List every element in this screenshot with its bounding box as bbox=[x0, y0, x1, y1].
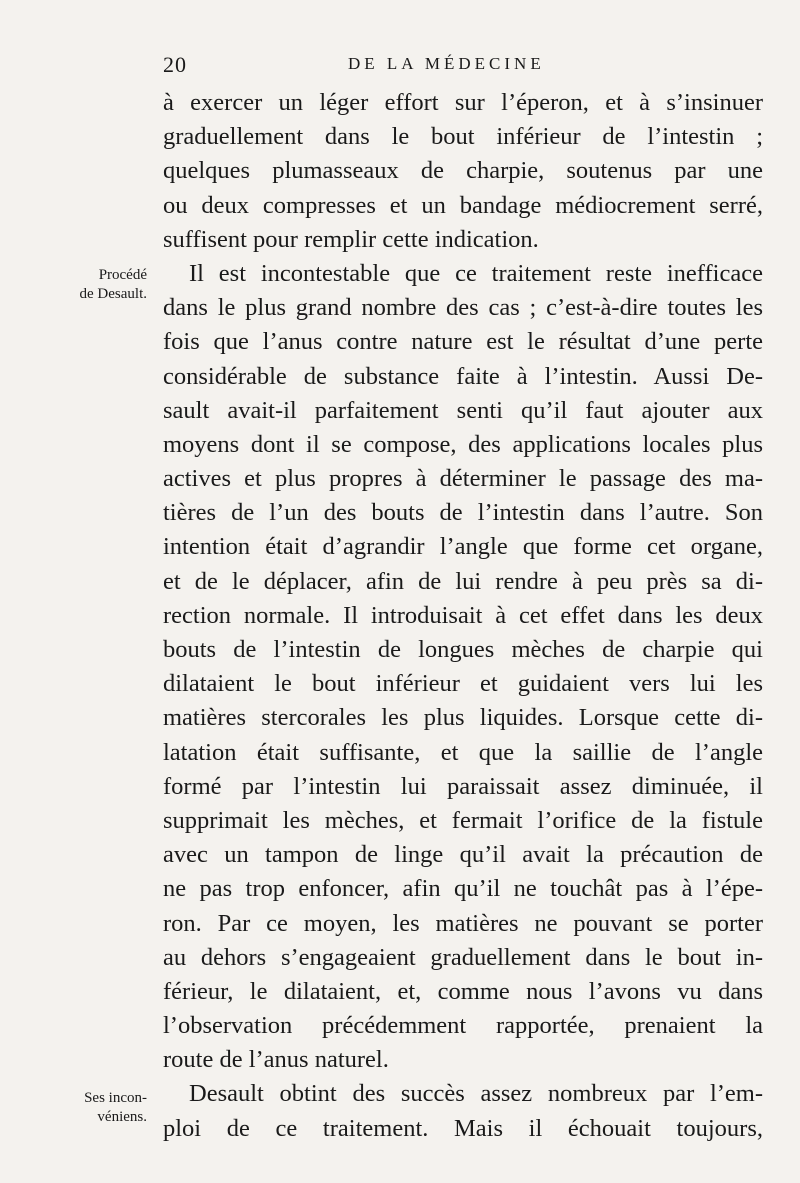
text-line: férieur, le dilataient, et, comme nous l’avons vu dans bbox=[163, 977, 763, 1005]
text-line: et de le déplacer, afin de lui rendre à peu près sa di- bbox=[163, 567, 763, 595]
margin-note-line: véniens. bbox=[97, 1109, 147, 1125]
text-line: suffisent pour remplir cette indication. bbox=[163, 225, 539, 253]
text-line: avec un tampon de linge qu’il avait la précaution de bbox=[163, 841, 763, 869]
text-line: latation était suffisante, et que la saillie de l’angle bbox=[163, 738, 763, 766]
text-line: dans le plus grand nombre des cas ; c’est-à-dire toutes les bbox=[163, 294, 763, 322]
page-header bbox=[163, 52, 763, 76]
text-line: Desault obtint des succès assez nombreux par l’em- bbox=[189, 1080, 763, 1108]
text-line: intention était d’agrandir l’angle que forme cet organe, bbox=[163, 533, 763, 561]
text-line: quelques plumasseaux de charpie, soutenus par une bbox=[163, 157, 763, 185]
page-number: 20 bbox=[163, 52, 187, 77]
text-line: tières de l’un des bouts de l’intestin dans l’autre. Son bbox=[163, 499, 763, 527]
text-line: bouts de l’intestin de longues mèches de charpie qui bbox=[163, 636, 763, 663]
margin-note-procede bbox=[55, 266, 147, 304]
running-head: DE LA MÉDECINE bbox=[348, 54, 545, 73]
text-line: l’observation précédemment rapportée, prenaient la bbox=[163, 1012, 763, 1040]
margin-note-line: de Desault. bbox=[79, 286, 147, 302]
text-line: ron. Par ce moyen, les matières ne pouvant se porter bbox=[163, 909, 763, 937]
text-line: considérable de substance faite à l’intestin. Aussi De- bbox=[163, 362, 763, 390]
margin-note-line: Ses incon- bbox=[84, 1090, 147, 1106]
text-line: Il est incontestable que ce traitement reste inefficace bbox=[189, 259, 763, 287]
text-line: dilataient le bout inférieur et guidaient vers lui les bbox=[163, 670, 763, 698]
text-line: graduellement dans le bout inférieur de l’intestin ; bbox=[163, 123, 763, 151]
text-line: à exercer un léger effort sur l’éperon, et à s’insinuer bbox=[163, 89, 763, 116]
text-line: ne pas trop enfoncer, afin qu’il ne touchât pas à l’épe- bbox=[163, 875, 763, 903]
text-line: au dehors s’engageaient graduellement dans le bout in- bbox=[163, 943, 763, 971]
text-line: moyens dont il se compose, des applications locales plus bbox=[163, 430, 763, 458]
text-line: rection normale. Il introduisait à cet effet dans les deux bbox=[163, 601, 763, 629]
margin-note-line: Procédé bbox=[98, 267, 147, 283]
text-line: ou deux compresses et un bandage médiocrement serré, bbox=[163, 191, 763, 219]
text-line: matières stercorales les plus liquides. Lorsque cette di- bbox=[163, 704, 763, 732]
text-line: actives et plus propres à déterminer le passage des ma- bbox=[163, 465, 763, 493]
text-line: fois que l’anus contre nature est le résultat d’une perte bbox=[163, 328, 763, 356]
text-line: sault avait-il parfaitement senti qu’il faut ajouter aux bbox=[163, 396, 763, 424]
text-line: route de l’anus naturel. bbox=[163, 1046, 389, 1074]
body-text bbox=[163, 86, 763, 1146]
margin-note-inconveniens bbox=[55, 1089, 147, 1127]
text-line: ploi de ce traitement. Mais il échouait toujours, bbox=[163, 1114, 763, 1142]
text-line: formé par l’intestin lui paraissait assez diminuée, il bbox=[163, 772, 763, 800]
text-line: supprimait les mèches, et fermait l’orifice de la fistule bbox=[163, 806, 763, 834]
